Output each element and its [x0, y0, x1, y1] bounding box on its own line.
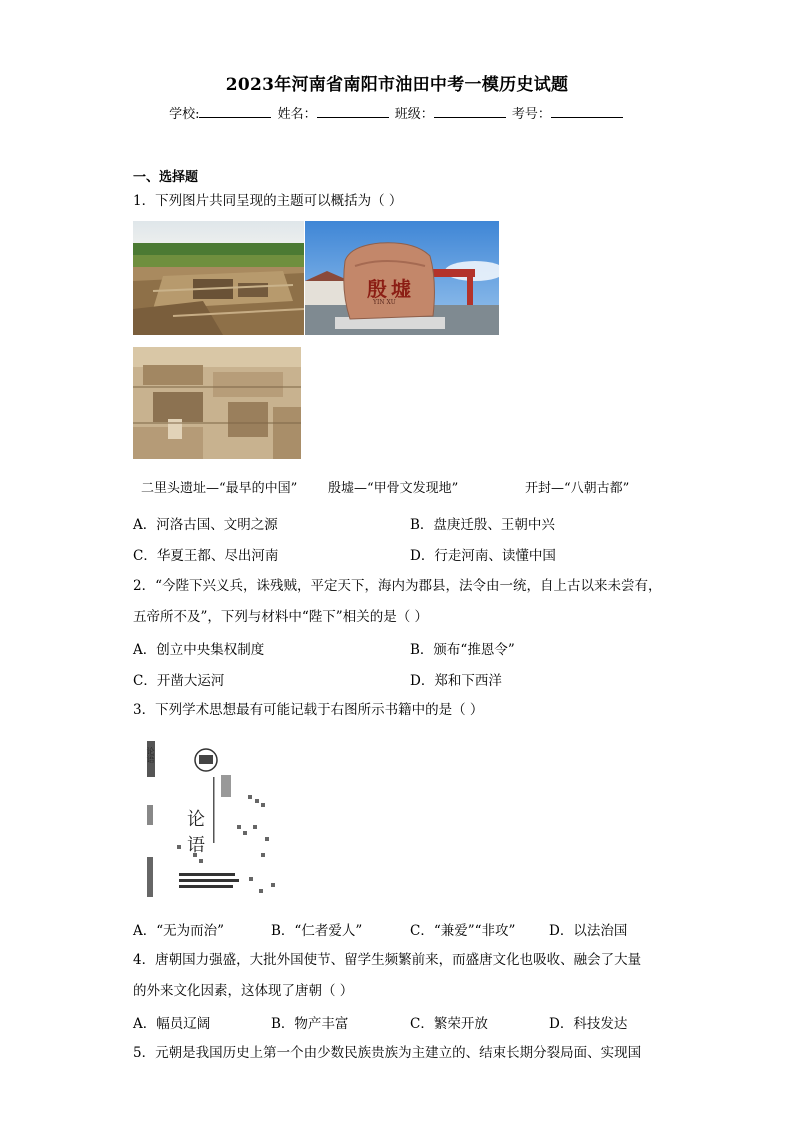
q3-option-a[interactable]: A．“无为而治”: [133, 923, 225, 939]
caption-yinxu: 殷墟—“甲骨文发现地”: [328, 481, 459, 496]
section-heading: 一、选择题: [133, 170, 199, 185]
q2-option-a[interactable]: A．创立中央集权制度: [133, 642, 265, 658]
q4-stem-line2: 的外来文化因素，这体现了唐朝（ ）: [133, 983, 354, 999]
book-spine-text: 论语: [146, 747, 155, 763]
q3-stem: 3．下列学术思想最有可能记载于右图所示书籍中的是（ ）: [133, 702, 484, 718]
q1-option-d[interactable]: D．行走河南、读懂中国: [410, 548, 556, 564]
q3-option-c[interactable]: C．“兼爱”“非攻”: [410, 923, 516, 939]
q2-option-b[interactable]: B．颁布“推恩令”: [410, 642, 515, 658]
page-title: 2023年河南省南阳市油田中考一模历史试题: [225, 75, 569, 95]
class-label: 班级：: [394, 107, 434, 122]
q1-option-b[interactable]: B．盘庚迁殷、王朝中兴: [410, 517, 555, 533]
q2-stem-line1: 2．“今陛下兴义兵，诛残贼，平定天下，海内为郡县，法令由一统，自上古以来未尝有，: [133, 578, 662, 594]
q4-option-d[interactable]: D．科技发达: [549, 1016, 628, 1032]
q3-option-b[interactable]: B．“仁者爱人”: [271, 923, 363, 939]
q3-option-d[interactable]: D．以法治国: [549, 923, 628, 939]
stone-pinyin: YIN XU: [373, 299, 396, 306]
q4-stem-line1: 4．唐朝国力强盛，大批外国使节、留学生频繁前来，而盛唐文化也吸收、融会了大量: [133, 952, 642, 968]
q2-option-d[interactable]: D．郑和下西洋: [410, 673, 502, 689]
q4-option-c[interactable]: C．繁荣开放: [410, 1016, 488, 1032]
q4-option-a[interactable]: A．幅员辽阔: [133, 1016, 211, 1032]
school-blank[interactable]: [199, 105, 271, 118]
q2-option-c[interactable]: C．开凿大运河: [133, 673, 225, 689]
book-title-char-1: 论: [187, 809, 205, 830]
caption-erlitou: 二里头遗址—“最早的中国”: [141, 481, 298, 496]
q1-stem: 1．下列图片共同呈现的主题可以概括为（ ）: [133, 193, 403, 209]
yinxu-stone-photo: [305, 221, 499, 335]
number-label: 考号：: [511, 107, 551, 122]
name-blank[interactable]: [317, 105, 389, 118]
lunyu-book-cover: [133, 733, 285, 903]
number-blank[interactable]: [551, 105, 623, 118]
school-label: 学校:: [169, 107, 200, 122]
q5-stem-line1: 5．元朝是我国历史上第一个由少数民族贵族为主建立的、结束长期分裂局面、实现国: [133, 1045, 642, 1061]
caption-kaifeng: 开封—“八朝古都”: [525, 481, 630, 496]
class-blank[interactable]: [434, 105, 506, 118]
erlitou-site-photo: [133, 221, 304, 335]
name-label: 姓名：: [277, 107, 317, 122]
stone-inscription: 殷墟: [367, 277, 415, 301]
book-title-char-2: 语: [187, 835, 205, 856]
q2-stem-line2: 五帝所不及”，下列与材料中“陛下”相关的是（ ）: [133, 609, 428, 625]
q1-option-c[interactable]: C．华夏王都、尽出河南: [133, 548, 279, 564]
kaifeng-site-photo: [133, 347, 301, 459]
student-info-line: [0, 103, 794, 122]
q1-option-a[interactable]: A．河洛古国、文明之源: [133, 517, 278, 533]
q4-option-b[interactable]: B．物产丰富: [271, 1016, 349, 1032]
